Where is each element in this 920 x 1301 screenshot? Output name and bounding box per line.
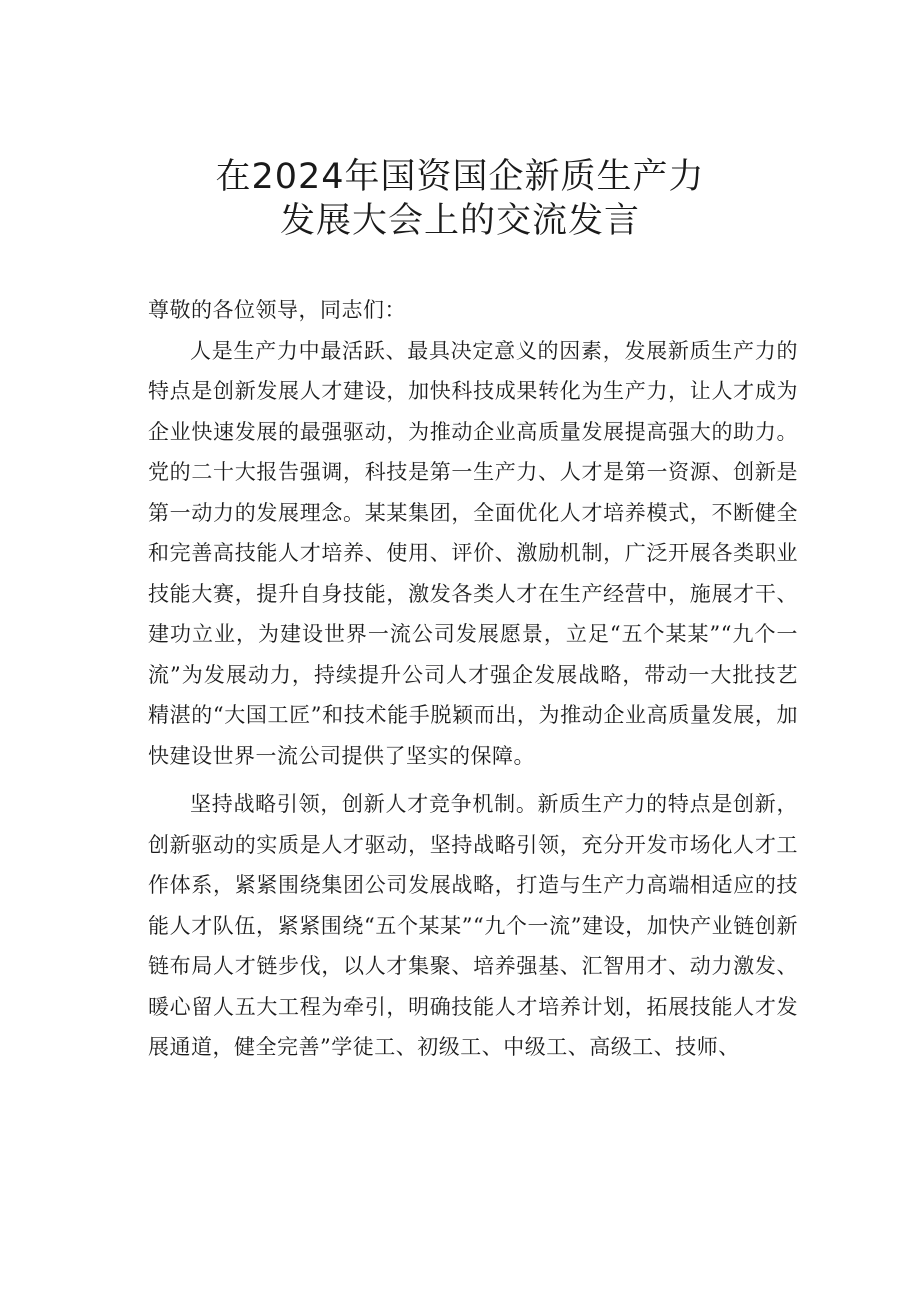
salutation: 尊敬的各位领导，同志们：	[148, 298, 406, 322]
document-title-line-2: 发展大会上的交流发言	[279, 201, 640, 241]
document-body	[148, 290, 798, 1068]
paragraph-2: 坚持战略引领，创新人才竞争机制。新质生产力的特点是创新，创新驱动的实质是人才驱动，坚持战略引领，充分开发市场化人才工作体系，紧紧围绕集团公司发展战略，打造与生产力高端相适应的技能人才队伍，紧紧围绕“五个某某”“九个一流”建设，加快产业链创新链布局人才链步伐，以人才集聚、培养强基、汇智用才、动力激发、暖心留人五大工程为牵引，明确技能人才培养计划，拓展技能人才发展通道，健全完善”学徒工、初级工、中级工、高级工、技师、	[148, 792, 798, 1059]
paragraph-1: 人是生产力中最活跃、最具决定意义的因素，发展新质生产力的特点是创新发展人才建设，加快科技成果转化为生产力，让人才成为企业快速发展的最强驱动，为推动企业高质量发展提高强大的助力。党的二十大报告强调，科技是第一生产力、人才是第一资源、创新是第一动力的发展理念。某某集团，全面优化人才培养模式，不断健全和完善高技能人才培养、使用、评价、激励机制，广泛开展各类职业技能大赛，提升自身技能，激发各类人才在生产经营中，施展才干、建功立业，为建设世界一流公司发展愿景，立足“五个某某”“九个一流”为发展动力，持续提升公司人才强企发展战略，带动一大批技艺精湛的“大国工匠”和技术能手脱颖而出，为推动企业高质量发展，加快建设世界一流公司提供了坚实的保障。	[148, 338, 798, 768]
document-title-line-1: 在2024年国资国企新质生产力	[215, 157, 705, 197]
